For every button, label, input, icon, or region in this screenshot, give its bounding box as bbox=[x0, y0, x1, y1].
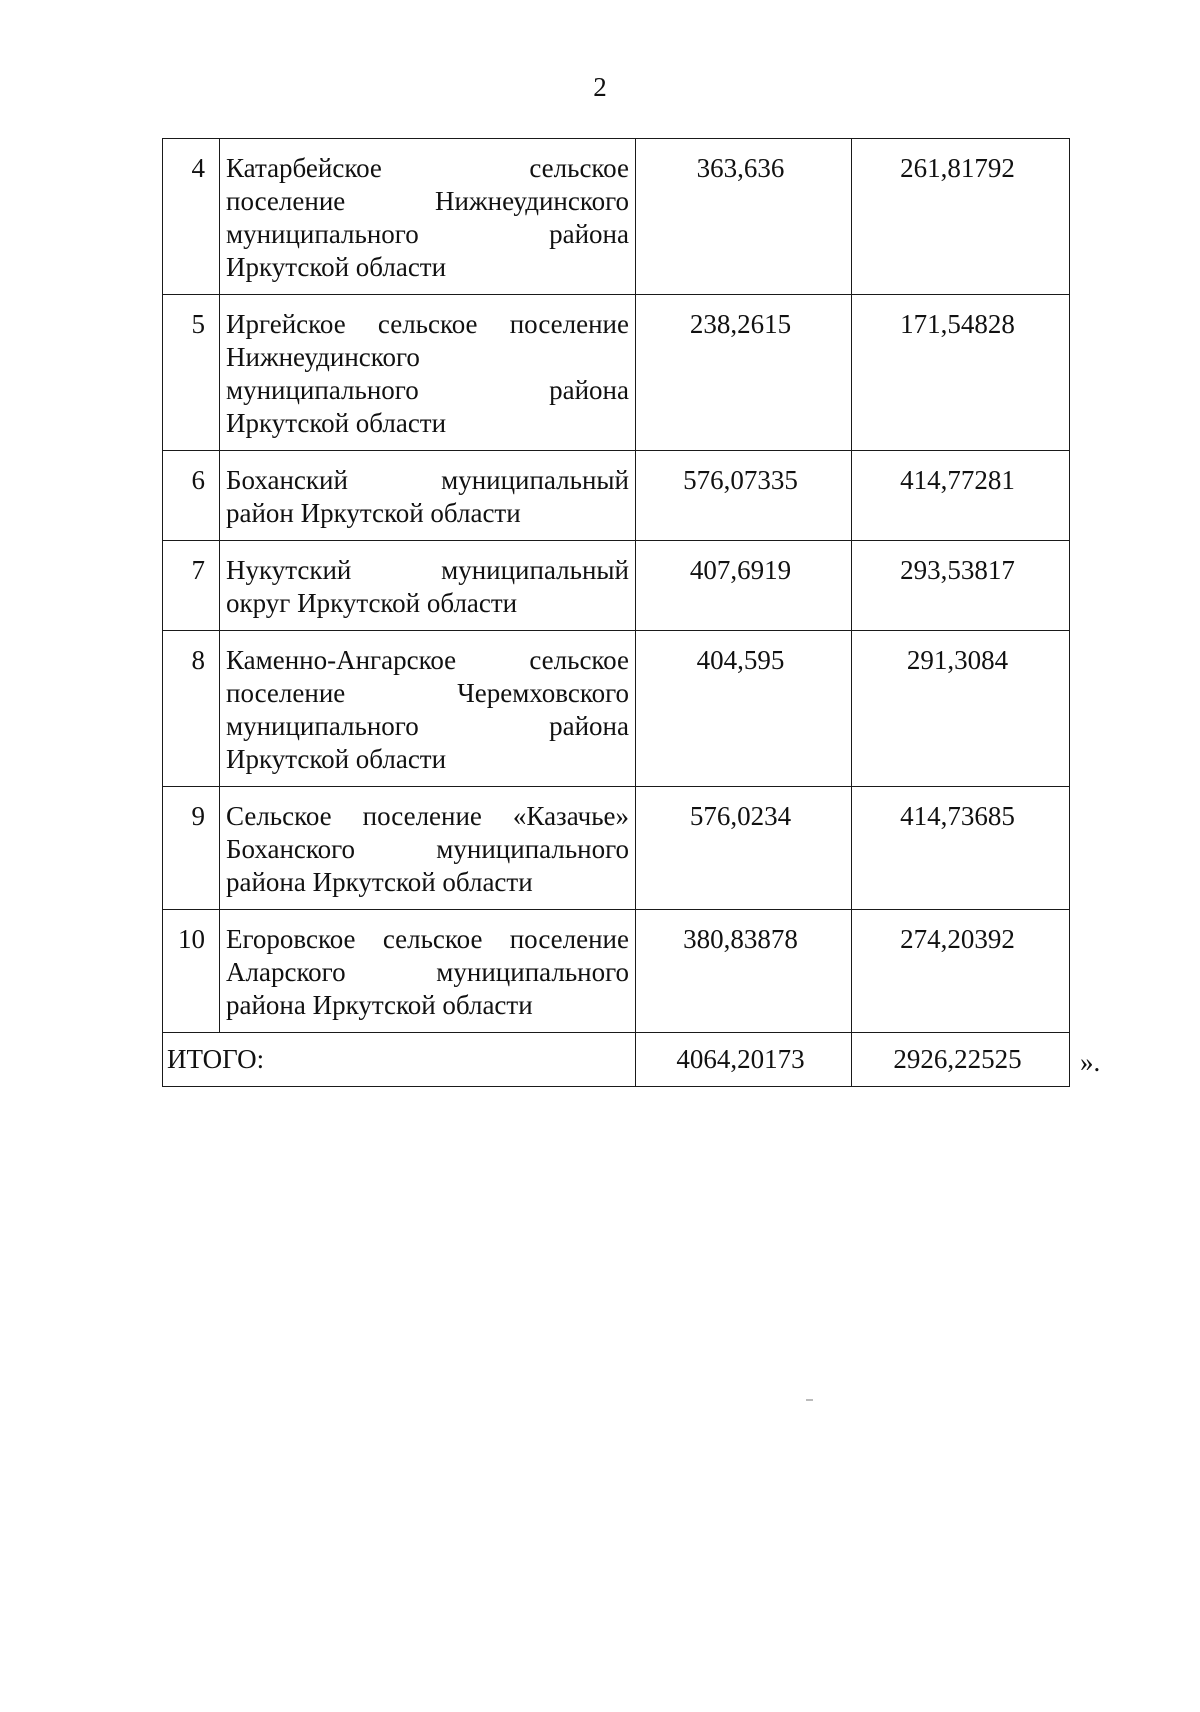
table-body bbox=[163, 139, 1070, 1087]
total-value-2: 2926,22525 bbox=[852, 1033, 1070, 1087]
value-column-2: 293,53817 bbox=[852, 541, 1070, 631]
total-value-1: 4064,20173 bbox=[636, 1033, 852, 1087]
municipality-name-line: Каменно-Ангарское сельское bbox=[226, 645, 629, 675]
value-column-1: 407,6919 bbox=[636, 541, 852, 631]
municipality-name-line: поселение Нижнеудинского bbox=[226, 186, 629, 216]
page-number: 2 bbox=[593, 72, 607, 102]
row-number: 10 bbox=[163, 910, 220, 1033]
municipality-name-line: Иркутской области bbox=[226, 252, 447, 282]
municipality-name bbox=[220, 541, 636, 631]
municipality-name-line: Нукутский муниципальный bbox=[226, 555, 629, 585]
table-row bbox=[163, 295, 1070, 451]
municipality-name-line: Боханского муниципального bbox=[226, 834, 629, 864]
municipality-name-line: Боханский муниципальный bbox=[226, 465, 629, 495]
municipality-name bbox=[220, 295, 636, 451]
value-column-2: 274,20392 bbox=[852, 910, 1070, 1033]
municipality-name-line: округ Иркутской области bbox=[226, 588, 518, 618]
table-row bbox=[163, 541, 1070, 631]
value-column-2: 414,77281 bbox=[852, 451, 1070, 541]
value-column-1: 576,07335 bbox=[636, 451, 852, 541]
row-number: 7 bbox=[163, 541, 220, 631]
municipality-name-line: муниципального района bbox=[226, 375, 629, 405]
value-column-2: 291,3084 bbox=[852, 631, 1070, 787]
closing-quote: ». bbox=[1080, 1047, 1101, 1077]
municipality-name-line: Сельское поселение «Казачье» bbox=[226, 801, 629, 831]
municipality-name-line: поселение Черемховского bbox=[226, 678, 629, 708]
value-column-2: 414,73685 bbox=[852, 787, 1070, 910]
municipality-name-line: муниципального района bbox=[226, 219, 629, 249]
total-label: ИТОГО: bbox=[163, 1033, 636, 1087]
total-row bbox=[163, 1033, 1070, 1087]
municipality-name-line: муниципального района bbox=[226, 711, 629, 741]
value-column-1: 404,595 bbox=[636, 631, 852, 787]
municipality-name-line: района Иркутской области bbox=[226, 867, 533, 897]
municipality-name-line: Иркутской области bbox=[226, 744, 447, 774]
row-number: 9 bbox=[163, 787, 220, 910]
municipality-name-line: района Иркутской области bbox=[226, 990, 533, 1020]
row-number: 8 bbox=[163, 631, 220, 787]
municipality-name-line: Катарбейское сельское bbox=[226, 153, 629, 183]
municipality-name-line: Иргейское сельское поселение bbox=[226, 309, 629, 339]
municipality-name bbox=[220, 787, 636, 910]
municipality-name-line: Егоровское сельское поселение bbox=[226, 924, 629, 954]
value-column-1: 380,83878 bbox=[636, 910, 852, 1033]
value-column-1: 363,636 bbox=[636, 139, 852, 295]
allocation-table bbox=[162, 138, 1070, 1087]
municipality-name bbox=[220, 139, 636, 295]
municipality-name-line: Нижнеудинского bbox=[226, 342, 420, 372]
value-column-1: 238,2615 bbox=[636, 295, 852, 451]
municipality-name bbox=[220, 451, 636, 541]
table-row bbox=[163, 451, 1070, 541]
row-number: 6 bbox=[163, 451, 220, 541]
scan-speck bbox=[806, 1399, 813, 1401]
municipality-name bbox=[220, 631, 636, 787]
municipality-name-line: район Иркутской области bbox=[226, 498, 521, 528]
municipality-name-line: Аларского муниципального bbox=[226, 957, 629, 987]
municipality-name bbox=[220, 910, 636, 1033]
table-row bbox=[163, 631, 1070, 787]
value-column-2: 171,54828 bbox=[852, 295, 1070, 451]
value-column-1: 576,0234 bbox=[636, 787, 852, 910]
table-row bbox=[163, 139, 1070, 295]
table-row bbox=[163, 787, 1070, 910]
municipality-name-line: Иркутской области bbox=[226, 408, 447, 438]
table-row bbox=[163, 910, 1070, 1033]
row-number: 5 bbox=[163, 295, 220, 451]
value-column-2: 261,81792 bbox=[852, 139, 1070, 295]
row-number: 4 bbox=[163, 139, 220, 295]
